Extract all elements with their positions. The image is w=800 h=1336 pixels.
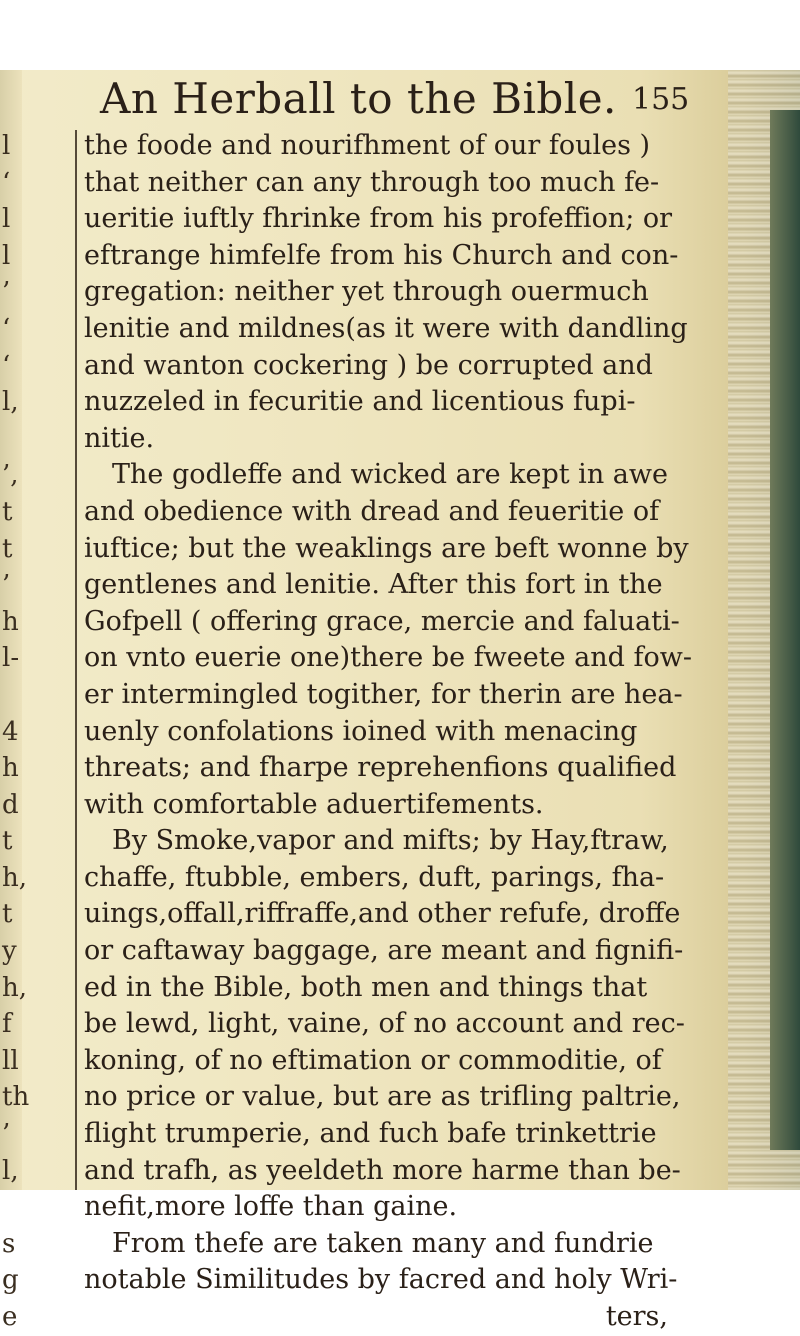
margin-fragment: h, — [2, 972, 28, 1003]
text-line: Gofpell ( offering grace, mercie and faluati- — [84, 605, 680, 637]
margin-fragment: t — [2, 826, 13, 857]
text-line: nitie. — [84, 422, 155, 454]
text-line: the foode and nourifhment of our foules ) — [84, 130, 651, 161]
text-line: on vnto euerie one)there be fweete and fow- — [84, 642, 693, 674]
text-line: ters, — [605, 1301, 668, 1332]
text-line: threats; and fharpe reprehenfions qualified — [84, 752, 677, 784]
margin-fragment: h — [2, 753, 19, 784]
margin-fragment: l — [2, 240, 11, 271]
page-number: 155 — [632, 82, 690, 117]
margin-fragment: f — [2, 1009, 12, 1040]
body-text — [84, 128, 724, 1336]
text-line: that neither can any through too much fe- — [84, 166, 660, 198]
margin-fragment: e — [2, 1302, 18, 1332]
text-line: gentlenes and lenitie. After this fort in the — [84, 569, 663, 601]
text-line: ueritie iuftly fhrinke from his profeffion; or — [84, 203, 673, 235]
text-line: and trafh, as yeeldeth more harme than be- — [84, 1154, 681, 1186]
margin-fragment: h — [2, 606, 19, 637]
text-line: koning, of no eftimation or commoditie, of — [84, 1044, 662, 1076]
margin-fragment: l- — [2, 643, 20, 674]
margin-fragment: l, — [2, 387, 19, 418]
text-line: notable Similitudes by facred and holy Wri- — [84, 1264, 678, 1296]
running-header: An Herball to the Bible. — [100, 74, 617, 123]
margin-fragment: l, — [2, 1155, 19, 1186]
margin-fragment — [2, 421, 26, 458]
text-line: nuzzeled in fecuritie and licentious fupi- — [84, 386, 636, 418]
text-line: be lewd, light, vaine, of no account and rec- — [84, 1008, 685, 1040]
margin-fragment: g — [2, 1265, 19, 1296]
margin-fragment — [2, 677, 26, 714]
margin-fragment: th — [2, 1082, 30, 1113]
text-line: ed in the Bible, both men and things that — [84, 971, 648, 1003]
margin-fragment: t — [2, 496, 13, 527]
margin-fragment: l — [2, 131, 11, 161]
text-line: er intermingled togither, for therin are hea- — [84, 678, 683, 710]
text-line: From thefe are taken many and fundrie — [112, 1227, 654, 1259]
margin-fragment: ’ — [2, 277, 11, 308]
margin-fragment: 4 — [2, 716, 19, 747]
margin-fragment: l — [2, 204, 11, 235]
margin-fragment: ‘ — [2, 350, 11, 381]
text-line: with comfortable aduertifements. — [84, 788, 544, 820]
text-line: uings,offall,riffraffe,and other refufe, droffe — [84, 898, 681, 930]
text-line: and obedience with dread and feueritie of — [84, 495, 660, 527]
page-edge-shadow — [770, 110, 800, 1150]
text-line: no price or value, but are as trifling paltrie, — [84, 1081, 681, 1113]
text-line: uenly confolations ioined with menacing — [84, 715, 638, 747]
margin-fragment: ’, — [2, 460, 19, 491]
margin-fragment: ‘ — [2, 167, 11, 198]
text-line: The godleffe and wicked are kept in awe — [112, 459, 668, 491]
text-line: chaffe, ftubble, embers, duft, parings, fha- — [84, 861, 665, 893]
margin-fragment: d — [2, 789, 19, 820]
margin-fragment: t — [2, 899, 13, 930]
text-line: flight trumperie, and fuch bafe trinkettrie — [84, 1118, 657, 1150]
margin-fragment: ll — [2, 1045, 19, 1076]
text-line: eftrange himfelfe from his Church and con- — [84, 239, 679, 271]
text-line: iuftice; but the weaklings are beft wonne by — [84, 532, 689, 564]
margin-rule — [75, 130, 77, 1190]
text-line: nefit,more loffe than gaine. — [84, 1191, 458, 1223]
text-line: lenitie and mildnes(as it were with dandling — [84, 312, 688, 344]
margin-fragments — [2, 128, 30, 1336]
margin-fragment: ‘ — [2, 313, 11, 344]
text-line: and wanton cockering ) be corrupted and — [84, 349, 653, 381]
margin-fragment: ’ — [2, 1119, 11, 1150]
text-line: or caftaway baggage, are meant and fignifi- — [84, 935, 684, 967]
margin-fragment: y — [2, 936, 17, 967]
text-line: gregation: neither yet through ouermuch — [84, 276, 649, 308]
margin-fragment — [2, 1189, 26, 1226]
text-line: By Smoke,vapor and mifts; by Hay,ftraw, — [112, 825, 669, 857]
margin-fragment: s — [2, 1228, 16, 1259]
margin-fragment: h, — [2, 862, 28, 893]
margin-fragment: ’ — [2, 570, 11, 601]
margin-fragment: t — [2, 533, 13, 564]
